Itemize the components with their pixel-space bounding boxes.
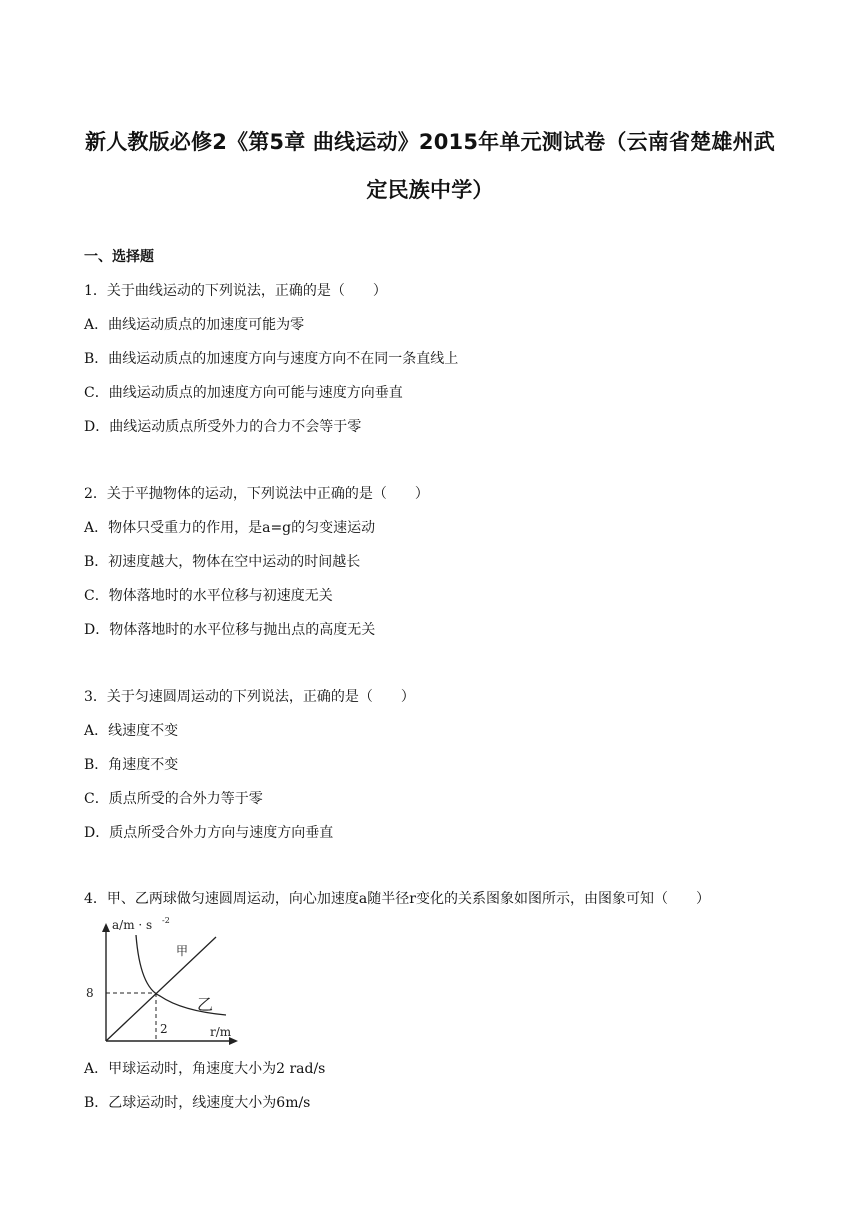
y-axis-label: a/m · s xyxy=(112,918,153,932)
y-tick-label: 8 xyxy=(86,986,94,1000)
jia-label: 甲 xyxy=(176,944,189,958)
x-axis-label: r/m xyxy=(210,1025,232,1039)
question-4-figure xyxy=(80,915,240,1050)
question-3-option-b: B．角速度不变 xyxy=(84,757,179,773)
question-3-option-c: C．质点所受的合外力等于零 xyxy=(84,791,263,807)
question-1-option-a: A．曲线运动质点的加速度可能为零 xyxy=(84,317,305,333)
question-4-stem: 4．甲、乙两球做匀速圆周运动，向心加速度a随半径r变化的关系图象如图所示，由图象可知（ ） xyxy=(84,891,710,907)
title-line-2: 定民族中学） xyxy=(366,178,494,202)
question-2-option-d: D．物体落地时的水平位移与抛出点的高度无关 xyxy=(84,622,376,638)
y-axis-exponent: -2 xyxy=(162,916,170,925)
title-line-1: 新人教版必修2《第5章 曲线运动》2015年单元测试卷（云南省楚雄州武 xyxy=(85,130,775,154)
question-3-option-d: D．质点所受合外力方向与速度方向垂直 xyxy=(84,825,334,841)
question-4-option-b: B．乙球运动时，线速度大小为6m/s xyxy=(84,1095,311,1111)
question-1-stem: 1．关于曲线运动的下列说法，正确的是（ ） xyxy=(84,283,387,299)
question-3-stem: 3．关于匀速圆周运动的下列说法，正确的是（ ） xyxy=(84,689,415,705)
question-1-option-c: C．曲线运动质点的加速度方向可能与速度方向垂直 xyxy=(84,385,403,401)
question-3-option-a: A．线速度不变 xyxy=(84,723,179,739)
y-axis-arrow-icon xyxy=(102,923,110,932)
yi-label: 乙 xyxy=(197,995,214,1014)
question-2-option-c: C．物体落地时的水平位移与初速度无关 xyxy=(84,588,333,604)
x-tick-label: 2 xyxy=(160,1022,168,1036)
question-4-option-a: A．甲球运动时，角速度大小为2 rad/s xyxy=(84,1061,326,1077)
question-2-option-b: B．初速度越大，物体在空中运动的时间越长 xyxy=(84,554,361,570)
question-2-stem: 2．关于平抛物体的运动，下列说法中正确的是（ ） xyxy=(84,486,429,502)
question-1-option-d: D．曲线运动质点所受外力的合力不会等于零 xyxy=(84,419,362,435)
section-heading: 一、选择题 xyxy=(84,249,154,265)
question-1-option-b: B．曲线运动质点的加速度方向与速度方向不在同一条直线上 xyxy=(84,351,459,367)
question-2-option-a: A．物体只受重力的作用，是a=g的匀变速运动 xyxy=(84,520,376,536)
acceleration-radius-graph xyxy=(80,915,240,1050)
document-title xyxy=(70,118,790,214)
